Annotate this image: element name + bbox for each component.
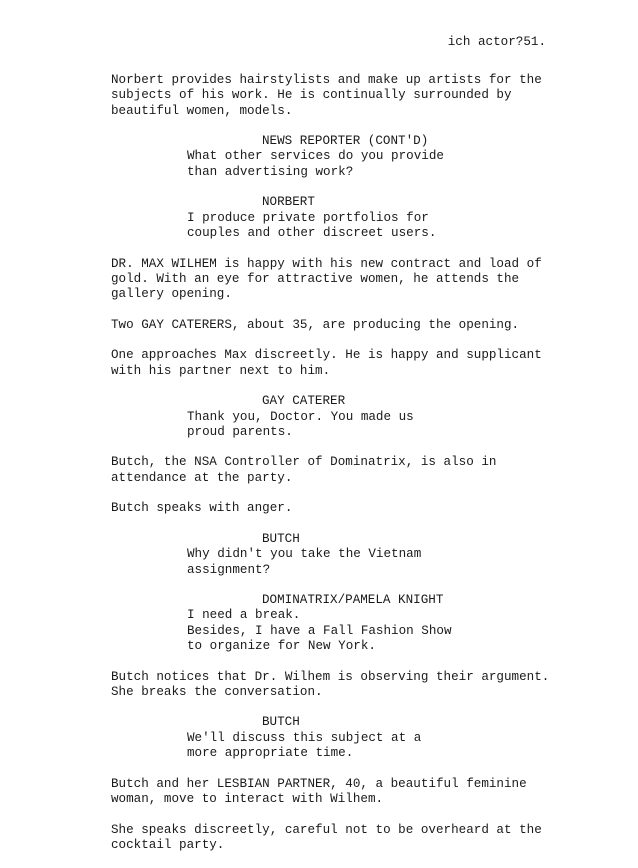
character-cue: BUTCH	[262, 531, 300, 546]
dialogue-line: I need a break. Besides, I have a Fall Fashion Show to organize for New York.	[187, 608, 452, 653]
character-cue: NEWS REPORTER (CONT'D)	[262, 134, 429, 149]
action-line: DR. MAX WILHEM is happy with his new contract and load of gold. With an eye for attractive women, he attends the gallery opening.	[111, 256, 542, 302]
action-line: One approaches Max discreetly. He is happy and supplicant with his partner next to him.	[111, 348, 542, 378]
action-line: Butch and her LESBIAN PARTNER, 40, a beautiful feminine woman, move to interact with Wilhem.	[111, 776, 527, 806]
dialogue-line: We'll discuss this subject at a more appropriate time.	[187, 730, 422, 761]
dialogue-line: What other services do you provide than advertising work?	[187, 149, 444, 179]
screenplay-body	[111, 73, 551, 868]
action-line: Two GAY CATERERS, about 35, are producing the opening.	[111, 317, 520, 332]
character-cue: DOMINATRIX/PAMELA KNIGHT	[262, 593, 444, 608]
action-line: Norbert provides hairstylists and make up artists for the subjects of his work. He is continually surrounded by beautiful women, models.	[111, 73, 542, 118]
dialogue-line: Thank you, Doctor. You made us proud parents.	[187, 409, 414, 439]
action-line: She speaks discreetly, careful not to be overheard at the cocktail party.	[111, 822, 542, 852]
character-cue: GAY CATERER	[262, 394, 346, 409]
action-line: Butch, the NSA Controller of Dominatrix, is also in attendance at the party.	[111, 455, 497, 485]
dialogue-line: Why didn't you take the Vietnam assignment?	[187, 547, 422, 577]
page-number: ich actor?51.	[447, 35, 546, 49]
character-cue: NORBERT	[262, 195, 315, 210]
dialogue-line: I produce private portfolios for couples and other discreet users.	[187, 210, 437, 240]
character-cue: BUTCH	[262, 715, 300, 730]
action-line: Butch speaks with anger.	[111, 501, 293, 516]
action-line: Butch notices that Dr. Wilhem is observing their argument. She breaks the conversation.	[111, 669, 550, 699]
